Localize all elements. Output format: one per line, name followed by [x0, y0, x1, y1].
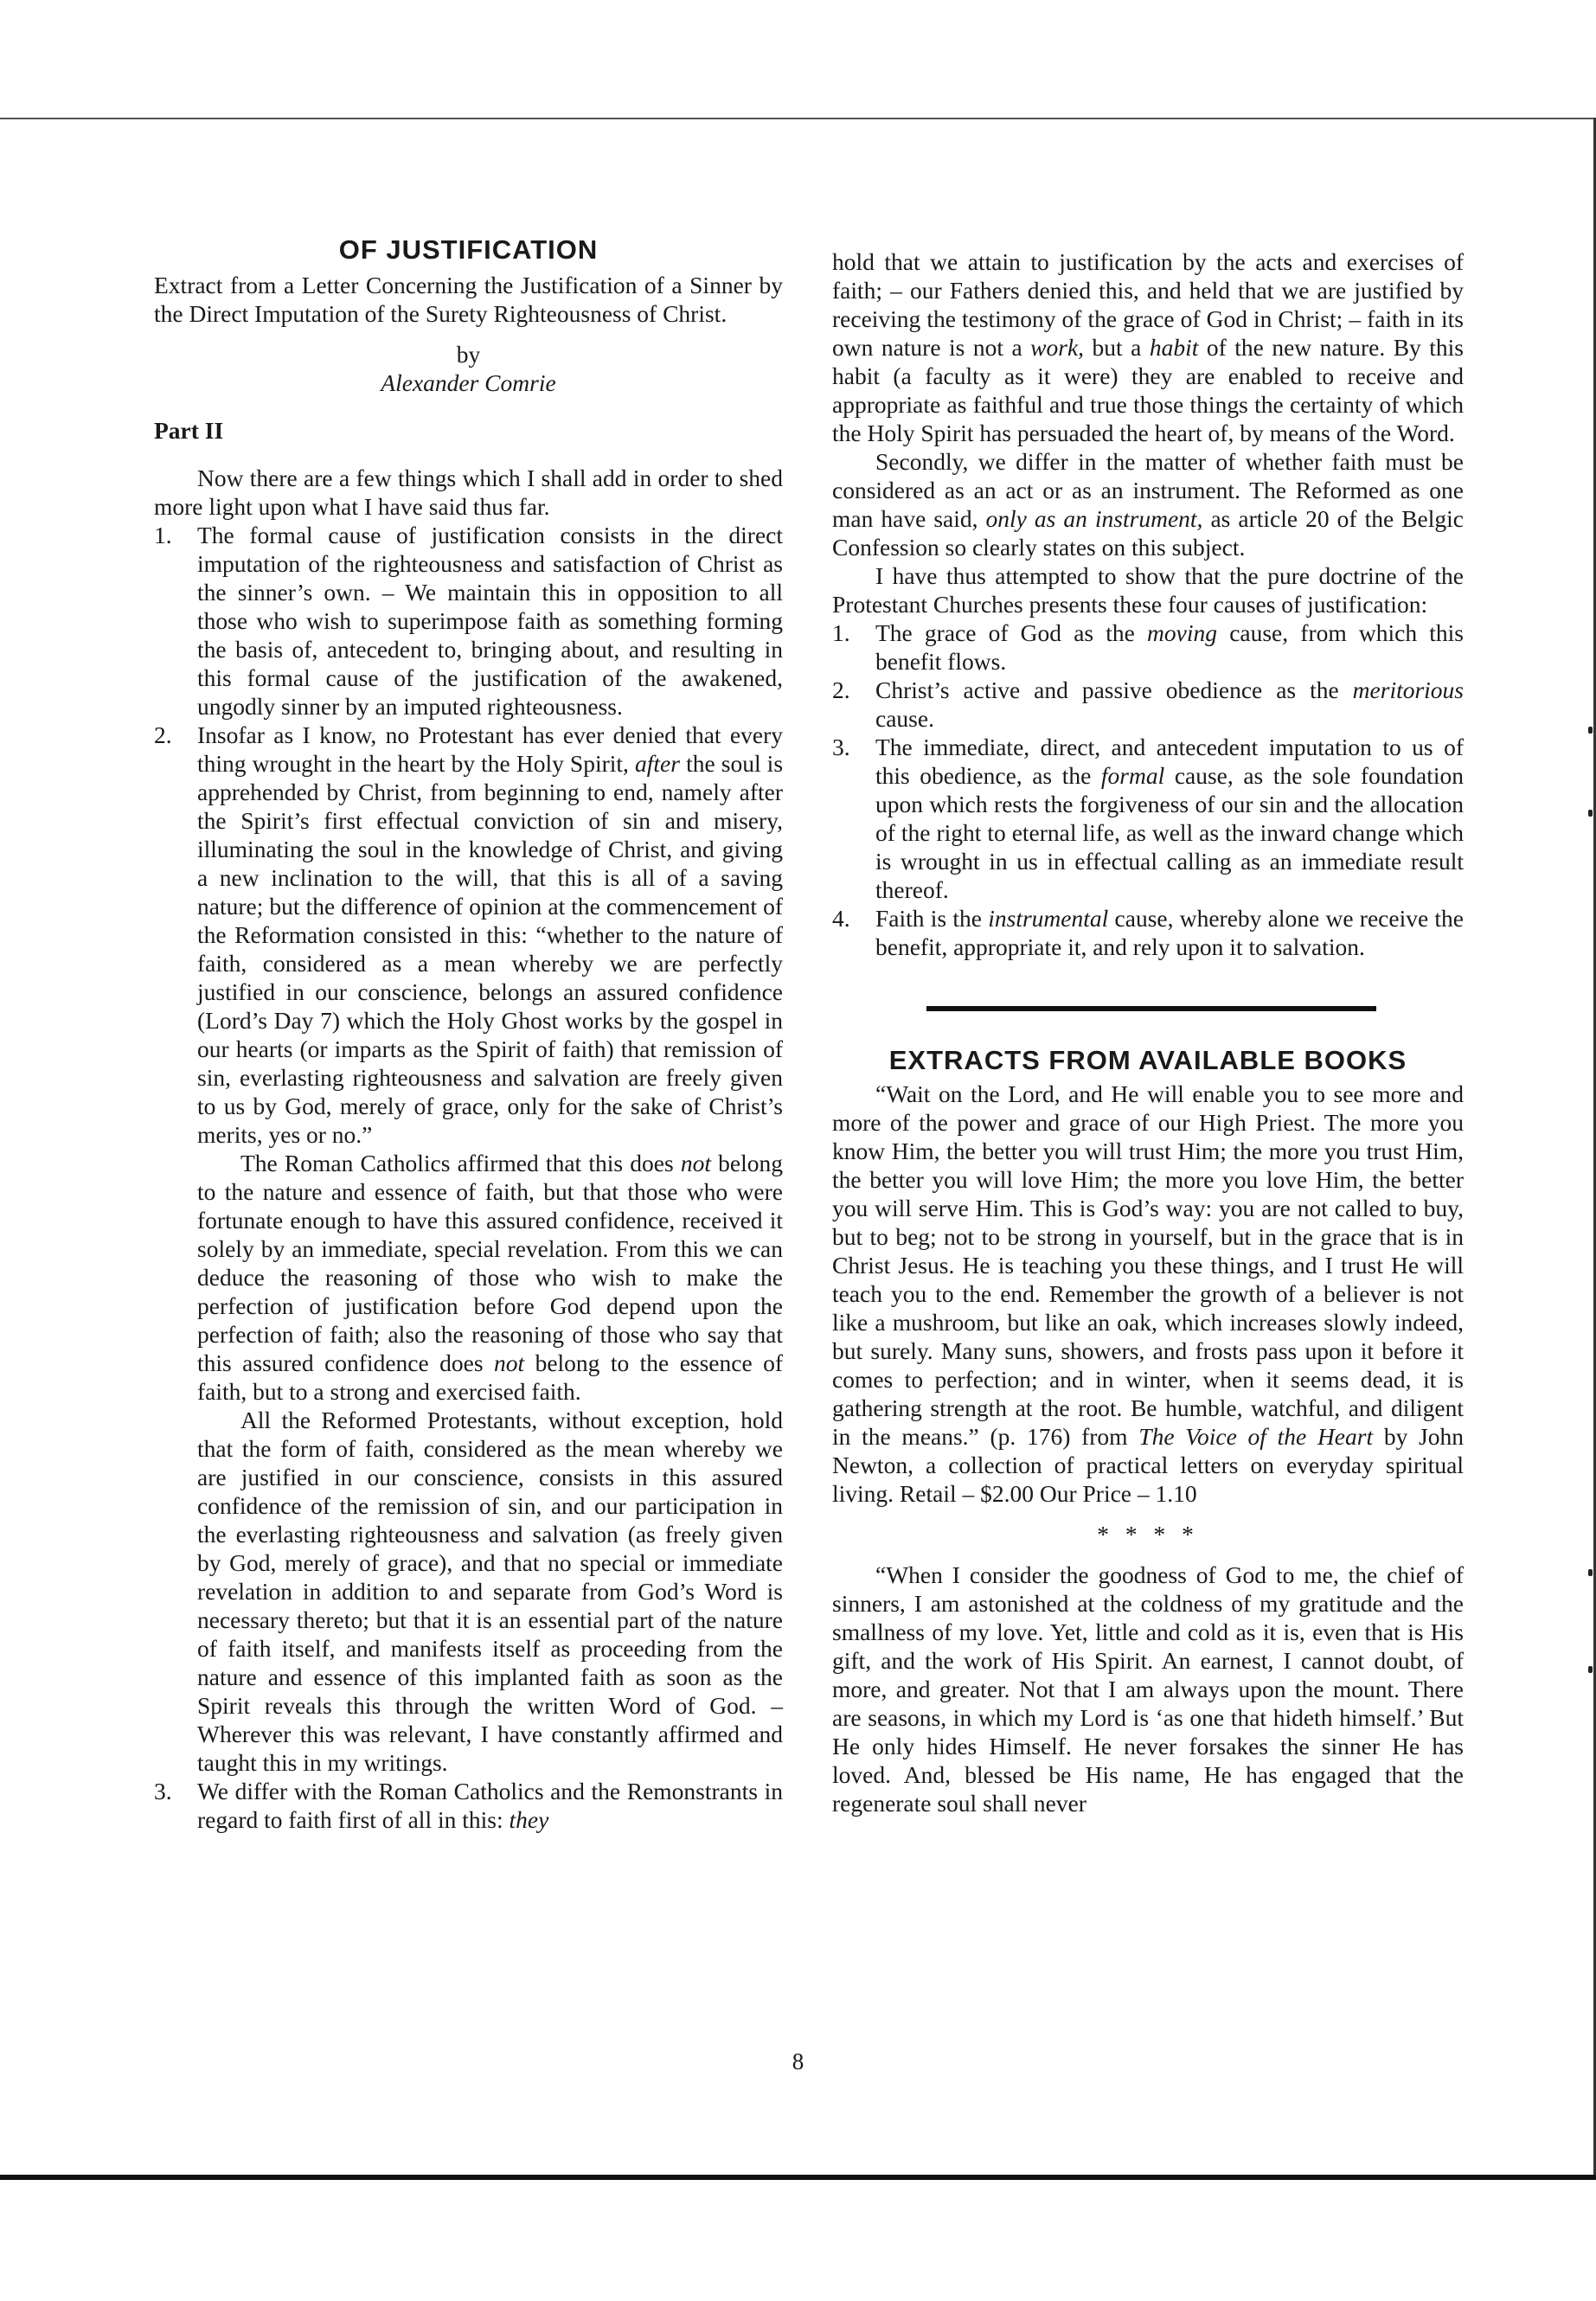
list-number: 2.: [832, 676, 850, 703]
emphasis: only as an instrument,: [985, 505, 1203, 532]
paragraph: All the Reformed Protestants, without exception, hold that the form of faith, considered as the mean whereby we are justified in our conscience, consists in this assured confidence of the remission of sin, and our participation in the everlasting righteousness and salvation (as freely given by God, merely of grace), and that no special or immediate revelation in addition to and separate from God’s Word is necessary thereto; but that it is an essential part of the nature of faith itself, and manifests itself as proceeding from the nature and essence of this implanted faith as soon as the Spirit reveals this through the written Word of God. – Wherever this was relevant, I have constantly affirmed and taught this in my writings.: [197, 1407, 783, 1776]
paragraph: [197, 1149, 783, 1406]
part-heading: Part II: [154, 417, 224, 444]
intro-paragraph: Now there are a few things which I shall add in order to shed more light upon what I have said thus far.: [154, 465, 783, 520]
paragraph: [832, 447, 1464, 561]
list-item: [832, 733, 1464, 904]
text: Christ’s active and passive obedience as the: [875, 676, 1339, 703]
paragraph: [832, 247, 1464, 447]
emphasis: meritorious: [1352, 676, 1465, 703]
list-number: 1.: [154, 522, 172, 548]
quote-paragraph: “When I consider the goodness of God to me, the chief of sinners, I am astonished at the coldness of my gratitude and the smallness of my love. Yet, little and cold as it is, even that is His gift, and the work of His Spirit. An earnest, I cannot doubt, of more, and greater. Not that I am always upon the mount. There are seasons, in which my Lord is ‘as one that hideth himself.’ But He only hides Himself. He never forsakes the sinner He has loved. And, blessed be His name, He has engaged that the regenerate soul shall never: [832, 1561, 1464, 1817]
text: of the new nature. By this habit (a faculty as it were) they are enabled to receive and appropriate as faithful and true those things the certainty of which the Holy Spirit has persuaded the heart of, by means of the Word.: [832, 334, 1464, 446]
list-number: 3.: [832, 734, 850, 760]
emphasis: not: [680, 1150, 711, 1176]
point-text: the soul is apprehended by Christ, from beginning to end, namely after the Spirit’s first effectual conviction of sin and misery, illuminating the soul in the knowledge of Christ, and giving a new inclination to the will, that this is all of a saving nature; but the difference of opinion at the commencement of the Reformation consisted in this: “whether to the nature of faith, considered as a mean whereby we are perfectly justified in our conscience, belongs an assured confidence (Lord’s Day 7) which the Holy Ghost works by the gospel in our hearts (or imparts as the Spirit of faith) that remission of sin, everlasting righteousness and salvation are freely given to us by God, merely of grace, only for the sake of Christ’s merits, yes or no.”: [197, 750, 784, 1148]
text: “Wait on the Lord, and He will enable you to see more and more of the power and grace of our High Priest. The more you know Him, the better you will trust Him; the more you trust Him, the better you will love Him; the more you love Him, the better you will serve Him. This is God’s way: you are not called to buy, but to beg; not to be strong in yourself, but in the grace that is in Christ Jesus. He is teaching you these things, and I trust He will teach you to the end. Remember the growth of a believer is not like a mushroom, but like an oak, which increases slowly indeed, but surely. Many suns, showers, and frosts pass upon it before it comes to perfection; and in winter, when it seems dead, it is gathering strength at the root. Be humble, watchful, and diligent in the means.” (p. 176) from: [832, 1080, 1464, 1450]
byline: by: [456, 341, 481, 368]
text: cause.: [875, 705, 934, 732]
right-column: [832, 247, 1464, 1817]
emphasis: not: [493, 1349, 525, 1376]
list-number: 1.: [832, 619, 850, 646]
list-item: [154, 1777, 783, 1834]
section-title: EXTRACTS FROM AVAILABLE BOOKS: [888, 1045, 1407, 1075]
margin-mark: [1588, 1666, 1593, 1673]
book-title: The Voice of the Heart: [1138, 1423, 1374, 1450]
text: cause, from which this benefit flows.: [875, 619, 1465, 675]
point-text: We differ with the Roman Catholics and the Remonstrants in regard to faith first of all in this:: [197, 1778, 783, 1833]
text: belong to the nature and essence of faith, but that those who were fortunate enough to have this assured confidence, received it solely by an immediate, special revelation. From this we can deduce the reasoning of those who wish to make the perfection of justification before God depend upon the perfection of faith; also the reasoning of those who say that this assured confidence does: [197, 1150, 783, 1376]
list-number: 2.: [154, 721, 172, 748]
margin-mark: [1588, 1569, 1593, 1576]
paragraph: I have thus attempted to show that the pure doctrine of the Protestant Churches presents these four causes of justification:: [832, 562, 1464, 618]
text: Secondly, we differ in the matter of whether faith must be considered as an act or as an instrument. The Reformed as one man have said,: [832, 448, 1464, 532]
section-divider: [926, 1006, 1376, 1011]
quote-paragraph: [832, 1080, 1464, 1508]
causes-list: [832, 619, 1464, 961]
article-subtitle: Extract from a Letter Concerning the Justification of a Sinner by the Direct Imputation of the Surety Righteousness of Christ.: [154, 272, 783, 327]
emphasis: habit: [1149, 334, 1199, 361]
point-text: The formal cause of justification consists in the direct imputation of the righteousness and satisfaction of Christ as the sinner’s own. – We maintain this in opposition to all those who wish to superimpose faith as something forming the basis of, antecedent to, bringing about, and resulting in this formal cause of the justification of the awakened, ungodly sinner by an imputed righteousness.: [197, 522, 783, 720]
list-number: 4.: [832, 905, 850, 932]
list-item: [154, 521, 783, 721]
list-item: [154, 721, 783, 1777]
emphasis: after: [635, 750, 680, 777]
list-item: [832, 619, 1464, 676]
emphasis: they: [509, 1806, 549, 1833]
text: The Roman Catholics affirmed that this does: [240, 1150, 674, 1176]
text: Faith is the: [875, 905, 982, 932]
text: cause, whereby alone we receive the benefit, appropriate it, and rely upon it to salvation.: [875, 905, 1465, 960]
list-number: 3.: [154, 1778, 172, 1804]
text: The grace of God as the: [875, 619, 1135, 646]
bottom-rule: [0, 2175, 1596, 2180]
left-column: [154, 235, 783, 1834]
points-list: [154, 521, 783, 1834]
text: cause, as the sole foundation upon which rests the forgiveness of our sin and the allocation of the right to eternal life, as well as the inward change which is wrought in us in effectual calling as an immediate result thereof.: [875, 762, 1465, 903]
page-number: 8: [792, 2048, 804, 2074]
text: hold that we attain to justification by the acts and exercises of faith; – our Fathers denied this, and held that we are justified by receiving the testimony of the grace of God in Christ; – faith in its own nature is not a: [832, 248, 1464, 361]
emphasis: moving: [1147, 619, 1218, 646]
author-name: Alexander Comrie: [381, 369, 556, 396]
list-item: [832, 904, 1464, 961]
emphasis: work,: [1030, 334, 1085, 361]
text: by John Newton, a collection of practical letters on everyday spiritual living. Retail – $2.00 Our Price – 1.10: [832, 1423, 1464, 1507]
article-title: OF JUSTIFICATION: [338, 234, 599, 265]
margin-mark: [1588, 727, 1593, 734]
text: belong to the essence of faith, but to a strong and exercised faith.: [197, 1349, 784, 1405]
text: The immediate, direct, and antecedent imputation to us of this obedience, as the: [875, 734, 1464, 789]
margin-mark: [1588, 810, 1593, 817]
text: but a: [1092, 334, 1142, 361]
asterism: * * * *: [1097, 1521, 1199, 1548]
emphasis: instrumental: [988, 905, 1109, 932]
list-item: [832, 676, 1464, 733]
text: as article 20 of the Belgic Confession so clearly states on this subject.: [832, 505, 1464, 561]
emphasis: formal: [1100, 762, 1165, 789]
top-rule: [0, 118, 1596, 119]
point-text: Insofar as I know, no Protestant has ever denied that every thing wrought in the heart by the Holy Spirit,: [197, 721, 783, 777]
